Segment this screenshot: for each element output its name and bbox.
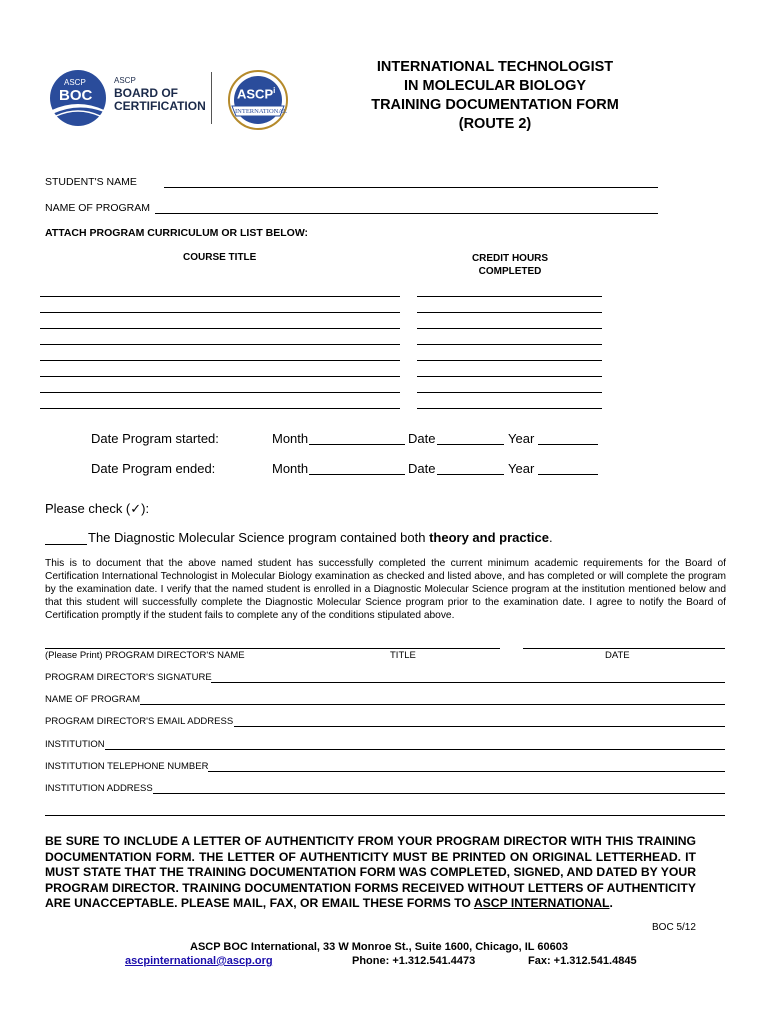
notice-end: . <box>609 896 613 911</box>
credit-hours-field[interactable] <box>417 344 602 345</box>
course-title-field[interactable] <box>40 328 400 329</box>
start-month-label: Month <box>272 431 309 446</box>
end-year-field[interactable] <box>538 474 598 475</box>
please-check-label: Please check (✓): <box>45 501 150 516</box>
credit-hours-header-line: COMPLETED <box>478 266 542 277</box>
end-date-field[interactable] <box>437 474 504 475</box>
students-name-field[interactable] <box>164 187 658 188</box>
end-date-label: Date <box>408 461 436 476</box>
credit-hours-field[interactable] <box>417 376 602 377</box>
director-program-label: NAME OF PROGRAM <box>45 694 141 705</box>
course-title-field[interactable] <box>40 344 400 345</box>
notice-underlined: ASCP INTERNATIONAL <box>473 896 610 911</box>
boc-logo <box>48 68 208 128</box>
course-title-field[interactable] <box>40 392 400 393</box>
director-email-label: PROGRAM DIRECTOR'S EMAIL ADDRESS <box>45 716 234 727</box>
boc-line-1: BOARD OF <box>114 86 178 100</box>
ascpi-seal-icon <box>226 70 290 134</box>
course-title-field[interactable] <box>40 376 400 377</box>
director-date-label: DATE <box>605 650 630 661</box>
end-year-label: Year <box>508 461 535 476</box>
credit-hours-field[interactable] <box>417 328 602 329</box>
course-title-field[interactable] <box>40 296 400 297</box>
end-month-field[interactable] <box>309 474 405 475</box>
credit-hours-field[interactable] <box>417 392 602 393</box>
boc-line-2: CERTIFICATION <box>114 99 206 113</box>
boc-small-text: ASCP <box>114 76 136 85</box>
notice-text: BE SURE TO INCLUDE A LETTER OF AUTHENTICITY FROM YOUR PROGRAM DIRECTOR WITH THIS TRAINING DOCUMENTATION FORM. THE LETTER OF AUTHENTICITY MUST BE PRINTED ON ORIGINAL LETTERHEAD. IT MUST STATE THAT THE TRAINING DOCUMENTATION FORM WAS COMPLETED, SIGNED, AND DATED BY YOUR PROGRAM DIRECTOR. TRAINING DOCUMENTATION FORMS RECEIVED WITHOUT LETTERS OF AUTHENTICITY ARE UNACCEPTABLE. PLEASE MAIL, FAX, OR EMAIL THESE FORMS TO <box>45 834 696 911</box>
footer-email-link[interactable]: ascpinternational@ascp.org <box>125 955 273 967</box>
institution-field[interactable] <box>105 749 725 750</box>
ascpi-main: ASCP$^i$ <box>237 86 276 102</box>
form-title <box>330 58 660 134</box>
date-started-label: Date Program started: <box>91 431 219 446</box>
director-title-label: TITLE <box>390 650 416 661</box>
ascpi-ribbon: INTERNATIONAL <box>235 108 287 115</box>
start-month-field[interactable] <box>309 444 405 445</box>
footer-fax: Fax: +1.312.541.4845 <box>528 955 637 967</box>
director-email-field[interactable] <box>234 726 725 727</box>
ascpi-logo <box>226 70 290 134</box>
start-year-field[interactable] <box>538 444 598 445</box>
theory-practice-statement <box>88 530 553 545</box>
credit-hours-header <box>440 252 580 278</box>
theory-practice-checkbox[interactable] <box>45 544 87 545</box>
logo-divider <box>211 72 212 124</box>
boc-badge-main: BOC <box>59 87 93 104</box>
director-date-field[interactable] <box>523 648 725 649</box>
director-signature-label: PROGRAM DIRECTOR'S SIGNATURE <box>45 672 212 683</box>
attach-curriculum-label: ATTACH PROGRAM CURRICULUM OR LIST BELOW: <box>45 227 309 239</box>
course-title-header: COURSE TITLE <box>183 252 257 263</box>
credit-hours-field[interactable] <box>417 360 602 361</box>
course-title-field[interactable] <box>40 360 400 361</box>
start-year-label: Year <box>508 431 535 446</box>
institution-phone-field[interactable] <box>208 771 725 772</box>
course-title-field[interactable] <box>40 312 400 313</box>
boc-badge-top: ASCP <box>64 78 86 87</box>
credit-hours-header-line: CREDIT HOURS <box>471 253 549 264</box>
date-ended-label: Date Program ended: <box>91 461 216 476</box>
institution-address-label: INSTITUTION ADDRESS <box>45 783 153 794</box>
students-name-label: STUDENT'S NAME <box>45 176 137 188</box>
institution-phone-label: INSTITUTION TELEPHONE NUMBER <box>45 761 209 772</box>
course-title-field[interactable] <box>40 408 400 409</box>
footer-phone: Phone: +1.312.541.4473 <box>352 955 476 967</box>
footer-address: ASCP BOC International, 33 W Monroe St., Suite 1600, Chicago, IL 60603 <box>190 941 568 953</box>
certification-paragraph: This is to document that the above named student has successfully completed the current minimum academic requirements for the Board of Certification International Technologist in Molecular Biology examination as checked and listed above, and has completed or will complete the program by the examination date. I verify that the named student is enrolled in a Diagnostic Molecular Science program at the institution mentioned below and that this student will successfully complete the Diagnostic Molecular Science program prior to the examination date. I agree to notify the Board of Certification promptly if the student fails to complete any of the conditions stipulated above. <box>45 558 726 621</box>
director-program-field[interactable] <box>140 704 725 705</box>
statement-end: . <box>549 530 553 545</box>
title-line: TRAINING DOCUMENTATION FORM <box>371 97 619 113</box>
title-line: INTERNATIONAL TECHNOLOGIST <box>376 59 614 75</box>
start-date-field[interactable] <box>437 444 504 445</box>
institution-label: INSTITUTION <box>45 739 105 750</box>
institution-address-field[interactable] <box>153 793 725 794</box>
start-date-label: Date <box>408 431 436 446</box>
credit-hours-field[interactable] <box>417 312 602 313</box>
director-signature-field[interactable] <box>211 682 725 683</box>
program-name-field[interactable] <box>155 213 658 214</box>
director-name-field[interactable] <box>45 648 500 649</box>
program-name-label: NAME OF PROGRAM <box>45 202 151 214</box>
statement-bold: theory and practice <box>429 530 550 545</box>
end-month-label: Month <box>272 461 309 476</box>
address-extra-line[interactable] <box>45 815 725 816</box>
title-line: (ROUTE 2) <box>458 116 532 132</box>
authenticity-notice <box>45 834 696 912</box>
credit-hours-field[interactable] <box>417 296 602 297</box>
form-code: BOC 5/12 <box>652 922 696 933</box>
title-line: IN MOLECULAR BIOLOGY <box>403 78 587 94</box>
statement-text: The Diagnostic Molecular Science program contained both <box>88 530 430 545</box>
director-name-label: (Please Print) PROGRAM DIRECTOR'S NAME <box>45 650 245 661</box>
credit-hours-field[interactable] <box>417 408 602 409</box>
